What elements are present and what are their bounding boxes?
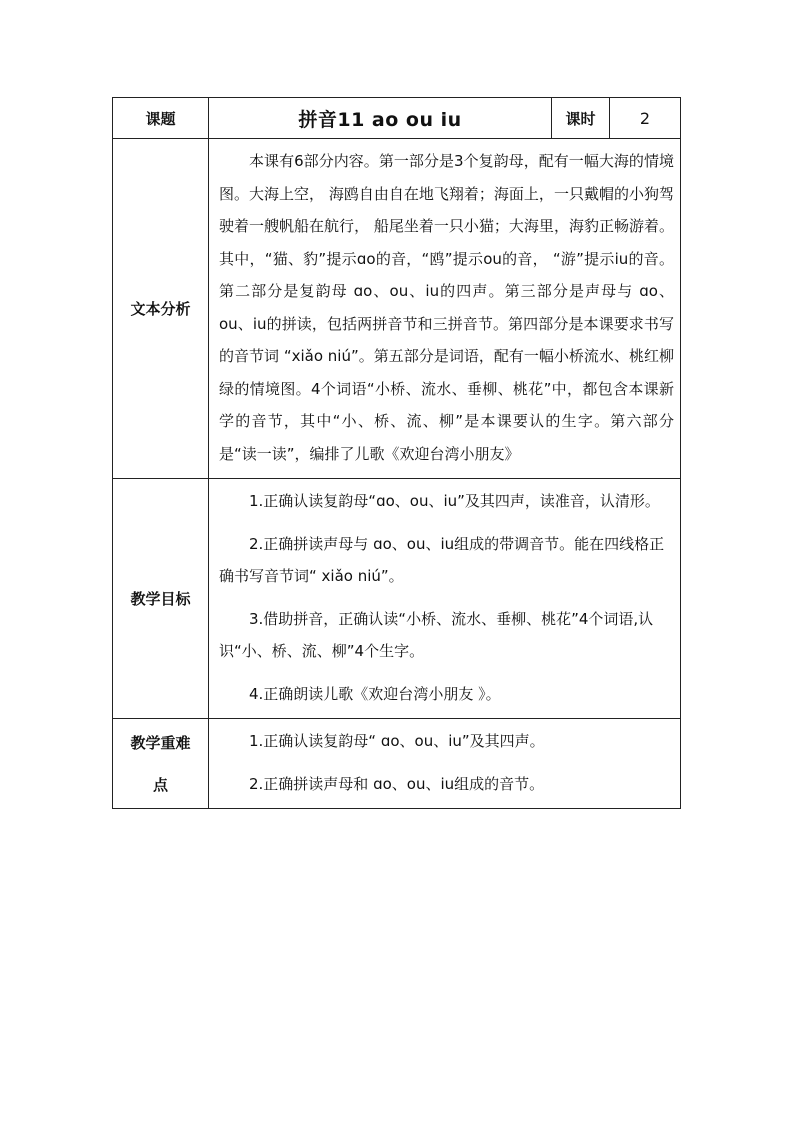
lesson-plan-table — [112, 97, 681, 809]
hours-value: 2 — [610, 98, 681, 139]
topic-label: 课题 — [113, 98, 209, 139]
key-points-cell — [209, 719, 681, 809]
topic-title: 拼音11 ao ou iu — [209, 98, 552, 139]
goal-item: 3.借助拼音，正确认读“小桥、流水、垂柳、桃花”4个词语,认识“小、桥、流、柳”4个生字。 — [219, 609, 654, 660]
text-analysis-cell — [209, 139, 681, 479]
key-point-item: 1.正确认读复韵母“ ɑo、ou、iu”及其四声。 — [249, 732, 545, 750]
text-analysis-row — [113, 139, 681, 479]
header-row — [113, 98, 681, 139]
key-points-label — [113, 719, 209, 809]
key-points-label-line2: 点 — [152, 775, 168, 794]
key-points-label-line1: 教学重难 — [130, 733, 191, 752]
teaching-goals-cell — [209, 479, 681, 719]
teaching-goals-label: 教学目标 — [113, 479, 209, 719]
key-points-row — [113, 719, 681, 809]
text-analysis-content: 本课有6部分内容。第一部分是3个复韵母，配有一幅大海的情境图。大海上空， 海鸥自由自在地飞翔着；海面上，一只戴帽的小狗驾驶着一艘帆船在航行， 船尾坐着一只小猫；大海里，海豹正畅游着。其中，“猫、豹”提示ɑo的音，“鸥”提示ou的音， “游”提示iu的音。第二部分是复韵母 ɑo、ou、iu的四声。第三部分是声母与 ɑo、ou、iu的拼读，包括两拼音节和三拼音节。第四部分是本课要求书写的音节词 “xiǎo niú”。第五部分是词语，配有一幅小桥流水、桃红柳绿的情境图。4个词语“小桥、流水、垂柳、桃花”中，都包含本课新学的音节，其中“小、桥、流、柳”是本课要认的生字。第六部分是“读一读”，编排了儿歌《欢迎台湾小朋友》 — [219, 152, 674, 463]
hours-label: 课时 — [552, 98, 610, 139]
goal-item: 1.正确认读复韵母“ɑo、ou、iu”及其四声，读准音，认清形。 — [249, 492, 660, 510]
goal-item: 4.正确朗读儿歌《欢迎台湾小朋友 》。 — [249, 684, 501, 703]
key-point-item: 2.正确拼读声母和 ɑo、ou、iu组成的音节。 — [249, 774, 545, 793]
teaching-goals-row — [113, 479, 681, 719]
text-analysis-label: 文本分析 — [113, 139, 209, 479]
goal-item: 2.正确拼读声母与 ɑo、ou、iu组成的带调音节。能在四线格正确书写音节词“ xiǎo niú”。 — [219, 534, 665, 585]
